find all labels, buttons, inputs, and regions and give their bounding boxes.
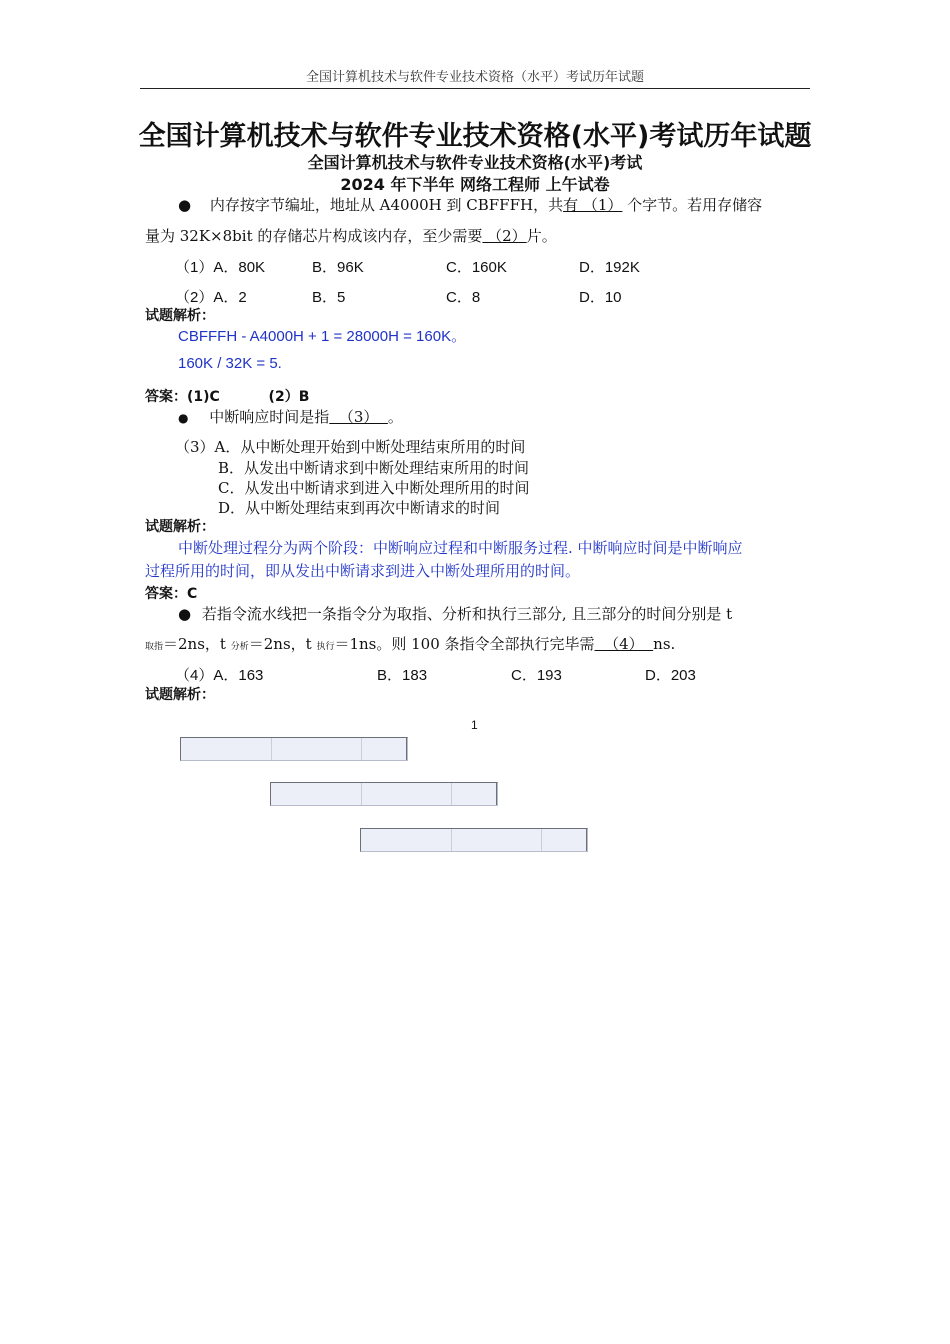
q3-analysis-label: 试题解析： xyxy=(145,687,215,703)
q3-eq-2: ＝2ns，t xyxy=(248,635,317,653)
main-title: 全国计算机技术与软件专业技术资格(水平)考试历年试题 xyxy=(138,121,812,152)
q1-stem-part1: 内存按字节编址，地址从 A4000H 到 CBFFFH，共 xyxy=(209,196,564,214)
q1-option-a-2: （2）A．2 xyxy=(175,289,247,306)
question-3-line-1 xyxy=(178,603,732,624)
q1-option-a-1: （1）A．80K xyxy=(175,259,266,276)
pipeline-segment xyxy=(541,829,587,851)
q2-analysis-line-1: 中断处理过程分为两个阶段：中断响应过程和中断服务过程. 中断响应时间是中断响应 xyxy=(178,539,743,557)
q3-stem-part1: 若指令流水线把一条指令分为取指、分析和执行三部分, 且三部分的时间分别是 t xyxy=(201,605,733,623)
bullet-icon: ● xyxy=(178,196,192,214)
bullet-icon: ● xyxy=(178,605,192,623)
q2-analysis-label: 试题解析： xyxy=(145,519,215,535)
q2-blank-3: （3） xyxy=(329,408,388,426)
q2-option-d: D．从中断处理结束到再次中断请求的时间 xyxy=(218,499,501,517)
pipeline-segment xyxy=(181,738,272,760)
q1-option-b-2: B．5 xyxy=(312,289,346,306)
pipeline-bar-instruction-3 xyxy=(360,828,588,852)
q3-option-d: D．203 xyxy=(645,667,696,684)
header-divider xyxy=(140,88,810,89)
q3-blank-4: （4） xyxy=(594,635,654,653)
subtitle-exam: 全国计算机技术与软件专业技术资格(水平)考试 xyxy=(307,153,643,172)
pipeline-segment xyxy=(361,829,452,851)
running-header: 全国计算机技术与软件专业技术资格（水平）考试历年试题 xyxy=(305,70,644,85)
q1-option-d-2: D．10 xyxy=(579,289,622,306)
q1-option-c-1: C．160K xyxy=(446,259,507,276)
q1-option-b-1: B．96K xyxy=(312,259,364,276)
q1-option-c-2: C．8 xyxy=(446,289,481,306)
q1-analysis-line-1: CBFFFH - A4000H + 1 = 28000H = 160K。 xyxy=(178,328,467,345)
q1-option-d-1: D．192K xyxy=(579,259,640,276)
q3-eq-3: ＝1ns。则 100 条指令全部执行完毕需 xyxy=(334,635,595,653)
q2-analysis-line-2: 过程所用的时间，即从发出中断请求到进入中断处理所用的时间。 xyxy=(145,562,581,580)
pipeline-segment xyxy=(451,783,497,805)
question-2-stem xyxy=(178,406,403,427)
q1-stem-part4: 片。 xyxy=(526,227,557,245)
q1-analysis-line-2: 160K / 32K = 5. xyxy=(178,355,282,372)
bullet-icon: ● xyxy=(178,411,189,425)
q3-option-c: C．193 xyxy=(511,667,562,684)
q1-blank-1: 有 （1） xyxy=(563,196,623,214)
pipeline-segment xyxy=(361,783,452,805)
pipeline-segment xyxy=(451,829,542,851)
pipeline-bar-instruction-2 xyxy=(270,782,498,806)
q3-subscript-analyze: 分析 xyxy=(230,642,249,652)
pipeline-bar-instruction-1 xyxy=(180,737,408,761)
q3-unit: ns. xyxy=(653,635,676,653)
q3-option-b: B．183 xyxy=(377,667,428,684)
question-1-line-1 xyxy=(178,194,762,215)
q2-stem-part1: 中断响应时间是指 xyxy=(209,408,330,426)
q1-answer: 答案：(1)C (2）B xyxy=(145,389,310,405)
q2-option-b: B．从发出中断请求到中断处理结束所用的时间 xyxy=(218,459,530,477)
q3-subscript-execute: 执行 xyxy=(316,642,335,652)
pipeline-segment xyxy=(361,738,407,760)
q1-blank-2: （2） xyxy=(482,227,527,245)
q2-option-a: （3）A．从中断处理开始到中断处理结束所用的时间 xyxy=(175,438,526,456)
question-3-line-2 xyxy=(145,633,675,654)
q1-stem-part3: 量为 32K×8bit 的存储芯片构成该内存，至少需要 xyxy=(145,227,483,245)
q2-stem-part2: 。 xyxy=(387,408,403,426)
q3-subscript-fetch: 取指 xyxy=(145,642,164,652)
pipeline-segment xyxy=(271,783,362,805)
q3-eq-1: ＝2ns，t xyxy=(163,635,231,653)
pipeline-segment xyxy=(271,738,362,760)
q2-answer: 答案：C xyxy=(145,586,198,602)
page-number: 1 xyxy=(471,718,478,732)
question-1-line-2 xyxy=(145,225,557,246)
q1-analysis-label: 试题解析： xyxy=(145,308,215,324)
q3-option-a: （4）A．163 xyxy=(175,667,264,684)
subtitle-paper: 2024 年下半年 网络工程师 上午试卷 xyxy=(340,175,610,194)
q1-stem-part2: 个字节。若用存储容 xyxy=(622,196,763,214)
q2-option-c: C．从发出中断请求到进入中断处理所用的时间 xyxy=(218,479,530,497)
